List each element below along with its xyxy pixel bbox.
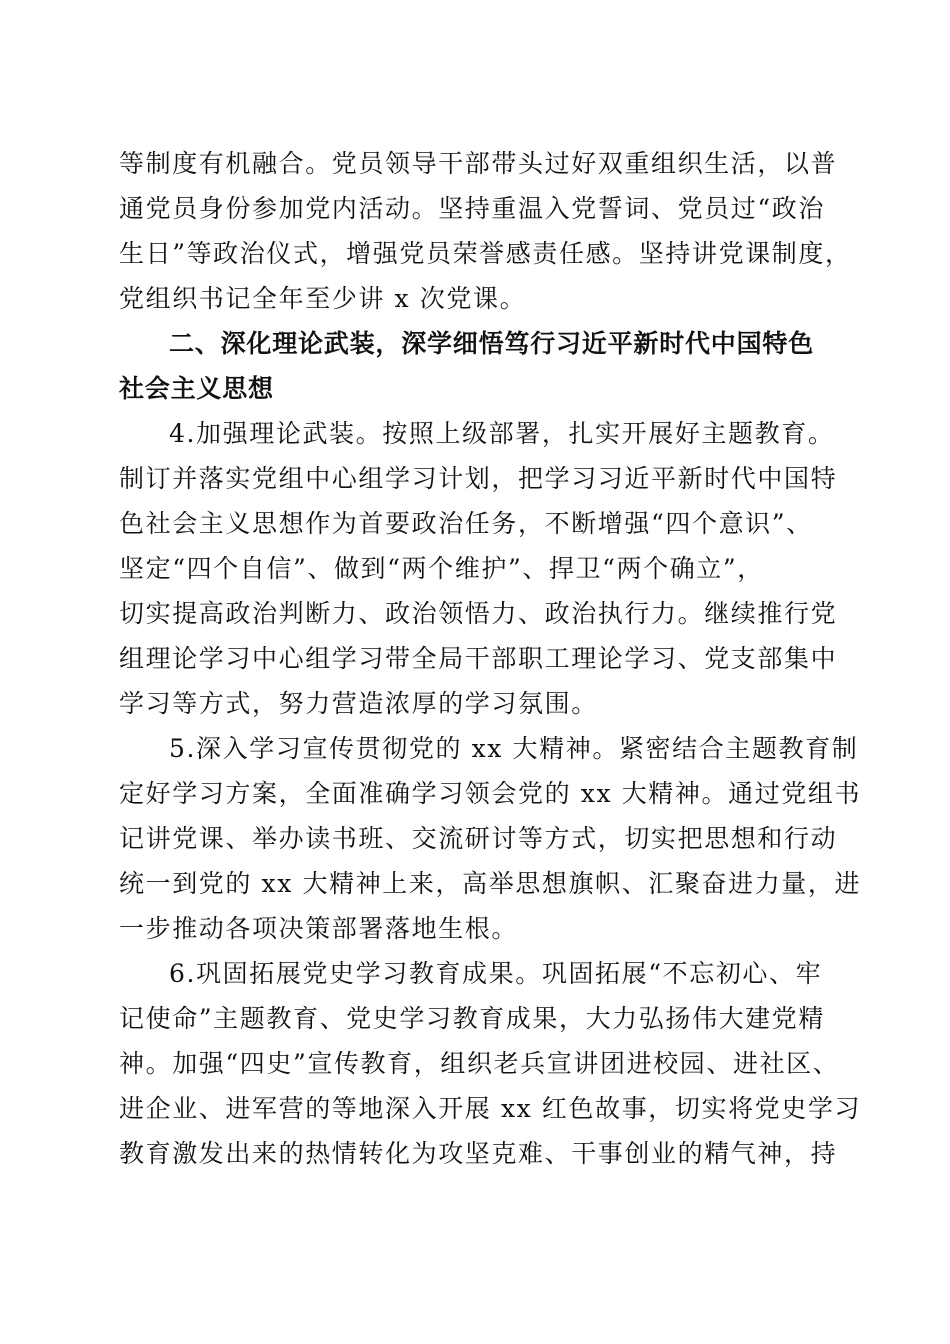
paragraph-first-line: 4.加强理论武装。按照上级部署，扎实开展好主题教育。	[169, 419, 835, 448]
text-line: 定好学习方案，全面准确学习领会党的 xx 大精神。通过党组书	[119, 779, 862, 808]
text-line: 坚定“四个自信”、做到“两个维护”、捍卫“两个确立”，	[119, 554, 764, 583]
text-line: 一步推动各项决策部署落地生根。	[119, 914, 519, 943]
text-line: 制订并落实党组中心组学习计划，把学习习近平新时代中国特	[119, 464, 838, 493]
text-line: 统一到党的 xx 大精神上来，高举思想旗帜、汇聚奋进力量，进	[119, 869, 862, 898]
text-line: 党组织书记全年至少讲 x 次党课。	[119, 284, 527, 313]
paragraph-first-line: 6.巩固拓展党史学习教育成果。巩固拓展“不忘初心、牢	[169, 959, 823, 988]
text-line: 色社会主义思想作为首要政治任务，不断增强“四个意识”、	[119, 509, 813, 538]
section-heading: 社会主义思想	[119, 374, 274, 403]
text-line: 生日”等政治仪式，增强党员荣誉感责任感。坚持讲党课制度，	[119, 239, 852, 268]
text-line: 神。加强“四史”宣传教育，组织老兵宣讲团进校园、进社区、	[119, 1049, 840, 1078]
section-heading: 二、深化理论武装，深学细悟笃行习近平新时代中国特色	[169, 329, 815, 358]
text-line: 教育激发出来的热情转化为攻坚克难、干事创业的精气神，持	[119, 1139, 838, 1168]
text-line: 记讲党课、举办读书班、交流研讨等方式，切实把思想和行动	[119, 824, 838, 853]
text-line: 等制度有机融合。党员领导干部带头过好双重组织生活，以普	[119, 149, 838, 178]
text-line: 进企业、进军营的等地深入开展 xx 红色故事，切实将党史学习	[119, 1094, 862, 1123]
text-line: 组理论学习中心组学习带全局干部职工理论学习、党支部集中	[119, 644, 838, 673]
text-line: 记使命”主题教育、党史学习教育成果，大力弘扬伟大建党精	[119, 1004, 825, 1033]
text-line: 通党员身份参加党内活动。坚持重温入党誓词、党员过“政治	[119, 194, 825, 223]
text-line: 切实提高政治判断力、政治领悟力、政治执行力。继续推行党	[119, 599, 838, 628]
paragraph-first-line: 5.深入学习宣传贯彻党的 xx 大精神。紧密结合主题教育制	[169, 734, 859, 763]
text-line: 学习等方式，努力营造浓厚的学习氛围。	[119, 689, 598, 718]
